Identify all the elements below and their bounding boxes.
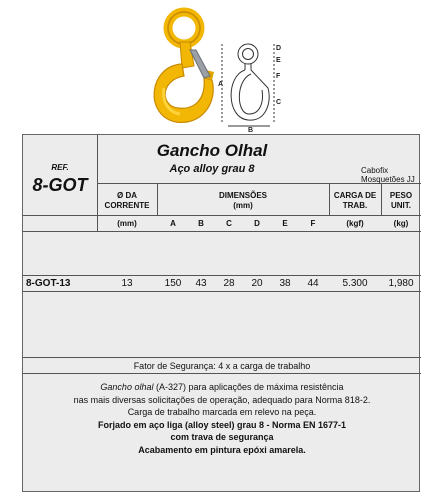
header-weight-line1: PESO <box>389 191 413 200</box>
safety-factor: Fator de Segurança: 4 x a carga de trabalho <box>133 361 311 371</box>
dim-letter-c: C <box>276 99 282 106</box>
dim-letter-b: B <box>248 127 254 132</box>
ref-code: 8-GOT <box>32 175 88 195</box>
header-diameter-line1: Ø DA <box>117 191 137 200</box>
row-code: 8-GOT-13 <box>26 278 71 289</box>
unit-letter-d: D <box>254 219 260 228</box>
brand-line-2: Mosquetões JJ <box>361 175 415 184</box>
divider <box>23 291 421 292</box>
ref-label: REF. <box>51 163 69 172</box>
dim-letter-a: A <box>218 81 224 88</box>
unit-letter-e: E <box>282 219 288 228</box>
unit-letter-f: F <box>310 219 316 228</box>
divider <box>23 215 421 216</box>
product-subtitle: Aço alloy grau 8 <box>169 163 255 175</box>
row-c: 28 <box>223 278 235 289</box>
row-b: 43 <box>195 278 207 289</box>
header-load-line2: TRAB. <box>342 201 368 210</box>
unit-weight: (kg) <box>393 219 409 228</box>
divider <box>23 275 421 276</box>
unit-letter-a: A <box>170 219 176 228</box>
description-product-name: Gancho olhal <box>100 382 154 392</box>
row-weight: 1,980 <box>388 278 414 289</box>
unit-letter-c: C <box>226 219 232 228</box>
header-dimensions <box>157 191 329 211</box>
brand-name <box>323 166 421 184</box>
divider <box>23 373 421 374</box>
header-diameter-line2: CORRENTE <box>104 201 150 210</box>
brand-line-1: Cabofix <box>361 166 389 175</box>
header-weight <box>381 191 421 211</box>
dim-letter-f: F <box>276 73 281 80</box>
dimension-drawing <box>218 40 290 132</box>
description-line-4: Forjado em aço liga (alloy steel) grau 8 - Norma EN 1677-1 <box>97 419 347 430</box>
header-dimensions-line1: DIMENSÕES <box>218 191 267 200</box>
header-diameter <box>97 191 157 211</box>
row-d: 20 <box>251 278 263 289</box>
product-title: Gancho Olhal <box>156 141 268 160</box>
dim-letter-e: E <box>276 57 281 64</box>
description-line-2: nas mais diversas solicitações de operação, adequado para Norma 818-2. <box>73 394 371 405</box>
row-diameter: 13 <box>121 278 133 289</box>
header-dimensions-line2: (mm) <box>233 201 253 210</box>
divider <box>23 357 421 358</box>
header-weight-line2: UNIT. <box>391 201 411 210</box>
header-load <box>329 191 381 211</box>
description-line-5: com trava de segurança <box>170 432 274 442</box>
unit-diameter: (mm) <box>117 219 137 228</box>
header-load-line1: CARGA DE <box>333 191 377 200</box>
product-description <box>23 381 421 456</box>
dim-letter-d: D <box>276 45 282 52</box>
unit-letter-b: B <box>198 219 204 228</box>
unit-load: (kgf) <box>346 219 364 228</box>
row-e: 38 <box>279 278 291 289</box>
row-f: 44 <box>307 278 319 289</box>
row-load: 5.300 <box>342 278 368 289</box>
divider <box>23 231 421 232</box>
row-a: 150 <box>164 278 182 289</box>
description-line-1-rest: (A-327) para aplicações de máxima resistência <box>153 382 344 392</box>
product-images <box>0 0 444 132</box>
spec-sheet <box>22 134 420 492</box>
hook-photo <box>140 6 220 130</box>
description-line-1 <box>23 381 421 394</box>
description-line-6: Acabamento em pintura epóxi amarela. <box>138 444 306 455</box>
description-line-3: Carga de trabalho marcada em relevo na peça. <box>127 407 317 417</box>
